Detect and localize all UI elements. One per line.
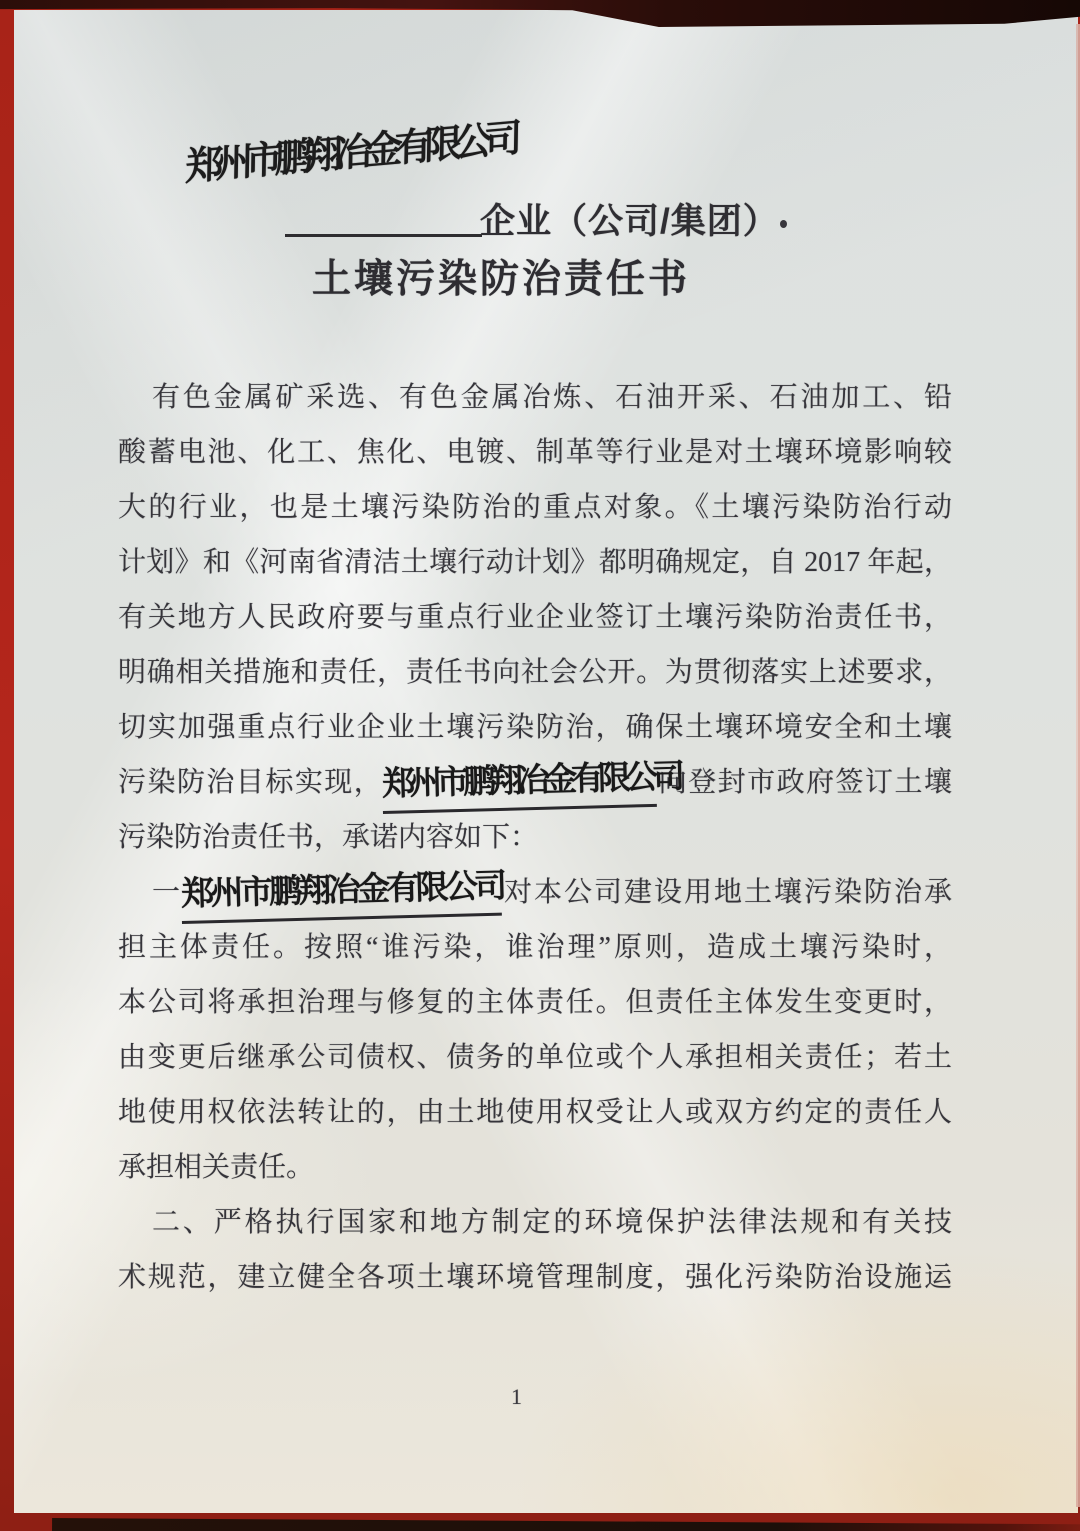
document-text-line	[118, 590, 952, 645]
body-lines	[118, 370, 952, 1305]
printed-text-segment: 承担相关责任。	[118, 1152, 315, 1183]
printed-text-segment: 酸蓄电池、化工、焦化、电镀、制革等行业是对土壤环境影响较	[118, 437, 952, 468]
document-text-line	[118, 975, 952, 1030]
document-text-line	[118, 535, 952, 590]
printed-text-segment: 明确相关措施和责任，责任书向社会公开。为贯彻落实上述要求，	[118, 657, 952, 688]
document-text-line	[118, 645, 952, 700]
handwritten-company-name: 郑州市鹏翔冶金有限公司	[181, 869, 502, 924]
cover-edge-bottom	[52, 1518, 1080, 1531]
printed-text-segment: 担主体责任。按照“谁污染，谁治理”原则，造成土壤污染时，	[118, 932, 952, 963]
printed-text-segment: 向登封市政府签订土壤	[657, 767, 952, 798]
printed-text-segment: 术规范，建立健全各项土壤环境管理制度，强化污染防治设施运	[118, 1262, 952, 1293]
printed-text-segment: 本公司将承担治理与修复的主体责任。但责任主体发生变更时，	[118, 987, 952, 1018]
document-text-line	[118, 920, 952, 975]
document-title: 土壤污染防治责任书	[311, 258, 690, 301]
printed-text-segment: 对本公司建设用地土壤污染防治承	[502, 877, 952, 908]
printed-text-segment: 二、严格执行国家和地方制定的环境保护法律法规和有关技	[152, 1207, 952, 1238]
printed-text-segment: 切实加强重点行业企业土壤污染防治，确保土壤环境安全和土壤	[118, 712, 952, 743]
handwritten-company-name: 郑州市鹏翔冶金有限公司	[185, 118, 515, 189]
document-text-line	[118, 700, 952, 755]
printed-text-segment: 由变更后继承公司债权、债务的单位或个人承担相关责任；若土	[118, 1042, 952, 1073]
document-page	[14, 10, 1078, 1513]
printed-text-segment: 有关地方人民政府要与重点行业企业签订土壤污染防治责任书，	[118, 602, 952, 633]
printed-text-segment: 计划》和《河南省清洁土壤行动计划》都明确规定，自 2017 年起，	[118, 547, 952, 578]
printed-text-segment: 大的行业，也是土壤污染防治的重点对象。《土壤污染防治行动	[118, 492, 952, 523]
handwritten-company-name: 郑州市鹏翔冶金有限公司	[382, 760, 657, 814]
document-text-line	[118, 755, 952, 810]
page-number: 1	[511, 1384, 522, 1409]
document-text-line	[118, 1250, 952, 1305]
document-text-line	[118, 480, 952, 535]
printed-text-segment: 污染防治目标实现，	[118, 767, 384, 798]
document-text-line	[118, 865, 952, 920]
document-text-line	[118, 370, 952, 425]
document-text-line	[118, 425, 952, 480]
printed-text-segment: 地使用权依法转让的，由土地使用权受让人或双方约定的责任人	[118, 1097, 952, 1128]
ink-speck	[780, 220, 787, 228]
printed-text-segment: 一	[152, 877, 182, 908]
printed-text-segment: 污染防治责任书，承诺内容如下：	[118, 822, 539, 853]
blank-underline	[285, 234, 482, 237]
document-text-line	[118, 810, 952, 865]
document-text-line	[118, 1140, 952, 1195]
document-text-line	[118, 1195, 952, 1250]
page-edge-right	[1076, 24, 1080, 1507]
document-text-line	[118, 1030, 952, 1085]
printed-text-segment: 有色金属矿采选、有色金属冶炼、石油开采、石油加工、铅	[152, 382, 952, 413]
org-type-label: 企业（公司/集团）	[480, 202, 779, 241]
document-text-line	[118, 1085, 952, 1140]
